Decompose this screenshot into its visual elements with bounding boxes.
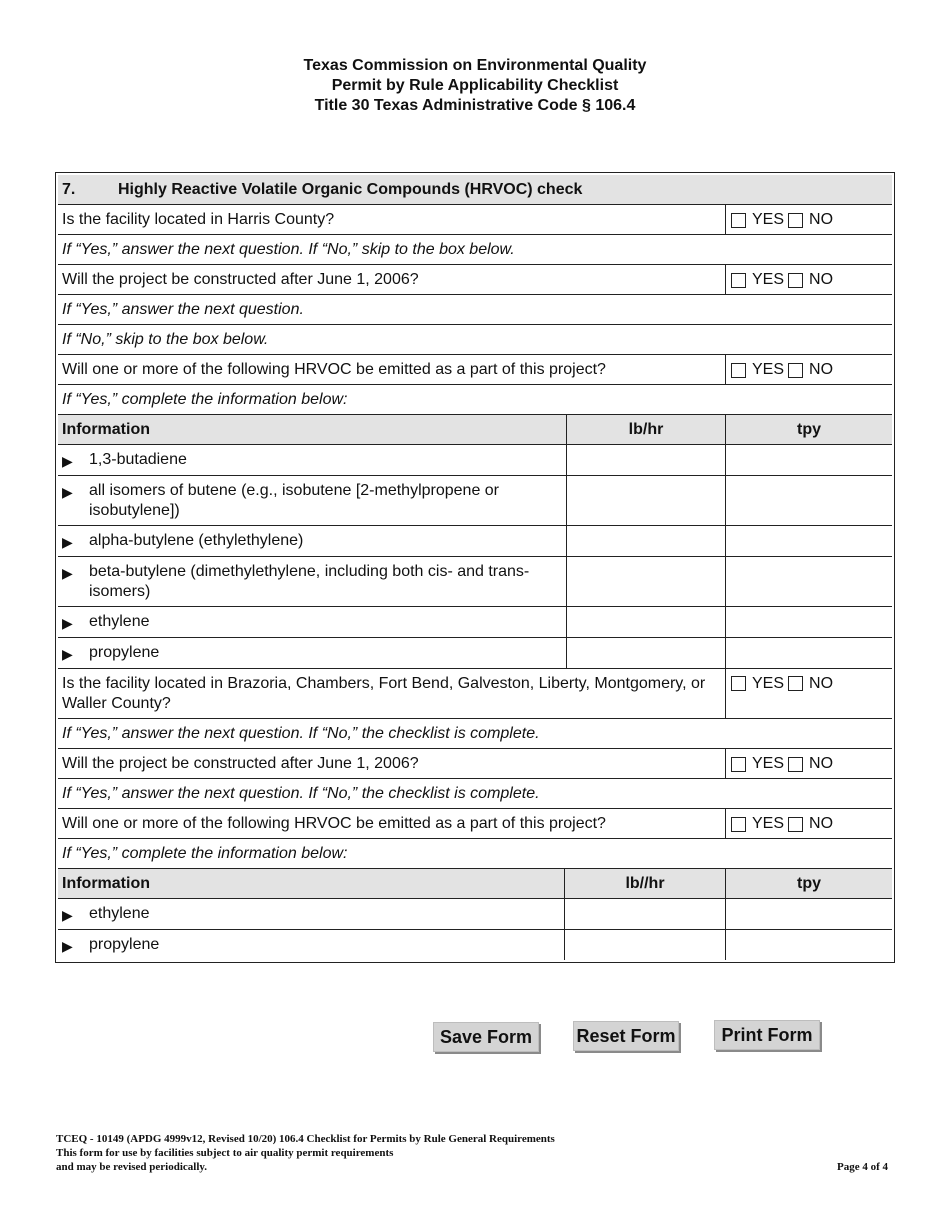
- yes-label: YES: [752, 815, 785, 832]
- yes-label: YES: [752, 271, 785, 288]
- lbhr-header: lb//hr: [564, 869, 725, 898]
- instruction-row: [58, 838, 892, 868]
- yes-label: YES: [752, 361, 785, 378]
- pollutant-row: [58, 525, 892, 556]
- question-row-construction: [58, 264, 892, 294]
- instruction-row: [58, 384, 892, 414]
- footer-revision-note: and may be revised periodically.: [56, 1161, 208, 1173]
- question-row-hrvoc-emitted: [58, 354, 892, 384]
- instruction-row: [58, 718, 892, 748]
- bullet-arrow-icon: ▶: [62, 615, 73, 631]
- info-header: Information: [62, 421, 150, 438]
- instruction-row: [58, 294, 892, 324]
- question-text: Will one or more of the following HRVOC be emitted as a part of this project?: [62, 361, 606, 378]
- question-text: Is the facility located in Harris County?: [62, 211, 335, 228]
- bullet-arrow-icon: ▶: [62, 484, 73, 500]
- yes-no-group: [725, 355, 892, 384]
- instruction-text: If “Yes,” complete the information below:: [62, 845, 348, 862]
- reset-form-button[interactable]: Reset Form: [573, 1021, 679, 1051]
- bullet-arrow-icon: ▶: [62, 646, 73, 662]
- tpy-input[interactable]: [725, 557, 892, 606]
- tpy-header: tpy: [725, 869, 892, 898]
- info-header-row: [58, 414, 892, 444]
- instruction-text: If “Yes,” answer the next question. If “No,” the checklist is complete.: [62, 725, 540, 742]
- pollutant-name: beta-butylene (dimethylethylene, including both cis- and trans-isomers): [89, 563, 530, 600]
- tpy-input[interactable]: [725, 638, 892, 668]
- tpy-header: tpy: [725, 415, 892, 444]
- instruction-text: If “Yes,” answer the next question.: [62, 301, 304, 318]
- question-row-other-counties: [58, 668, 892, 718]
- lbhr-input[interactable]: [566, 607, 725, 637]
- yes-label: YES: [752, 755, 785, 772]
- lbhr-header: lb/hr: [566, 415, 725, 444]
- lbhr-input[interactable]: [566, 526, 725, 556]
- no-label: NO: [809, 271, 834, 288]
- bullet-arrow-icon: ▶: [62, 907, 73, 923]
- question-row-construction-2: [58, 748, 892, 778]
- save-form-button[interactable]: Save Form: [433, 1022, 539, 1052]
- section-title: Highly Reactive Volatile Organic Compounds (HRVOC) check: [118, 181, 583, 198]
- bullet-arrow-icon: ▶: [62, 534, 73, 550]
- agency-title: Texas Commission on Environmental Quality: [303, 57, 647, 74]
- question-text: Is the facility located in Brazoria, Chambers, Fort Bend, Galveston, Liberty, Montgomery, or Waller County?: [62, 675, 706, 712]
- pollutant-name: 1,3-butadiene: [89, 451, 187, 468]
- lbhr-input[interactable]: [564, 930, 725, 960]
- instruction-row: [58, 324, 892, 354]
- tpy-input[interactable]: [725, 607, 892, 637]
- lbhr-input[interactable]: [566, 638, 725, 668]
- yes-no-group: [725, 669, 892, 718]
- instruction-text: If “No,” skip to the box below.: [62, 331, 269, 348]
- footer-form-id: TCEQ - 10149 (APDG 4999v12, Revised 10/20) 106.4 Checklist for Permits by Rule General Requirements: [56, 1133, 555, 1145]
- section-header-row: [58, 175, 892, 204]
- pollutant-name: all isomers of butene (e.g., isobutene [2-methylpropene or isobutylene]): [89, 482, 500, 519]
- tpy-input[interactable]: [725, 526, 892, 556]
- bullet-arrow-icon: ▶: [62, 453, 73, 469]
- no-label: NO: [809, 675, 834, 692]
- yes-checkbox[interactable]: [731, 363, 746, 378]
- pollutant-name: ethylene: [89, 613, 150, 630]
- pollutant-row: [58, 475, 892, 525]
- no-label: NO: [809, 755, 834, 772]
- no-checkbox[interactable]: [788, 213, 803, 228]
- tpy-input[interactable]: [725, 445, 892, 475]
- tpy-input[interactable]: [725, 930, 892, 960]
- yes-checkbox[interactable]: [731, 757, 746, 772]
- instruction-row: [58, 234, 892, 264]
- info-header-row-2: [58, 868, 892, 898]
- footer-info: [56, 1132, 555, 1174]
- lbhr-input[interactable]: [564, 899, 725, 929]
- footer-usage: This form for use by facilities subject to air quality permit requirements: [56, 1147, 394, 1159]
- no-checkbox[interactable]: [788, 273, 803, 288]
- pollutant-name: alpha-butylene (ethylethylene): [89, 532, 304, 549]
- no-label: NO: [809, 815, 834, 832]
- bullet-arrow-icon: ▶: [62, 565, 73, 581]
- no-checkbox[interactable]: [788, 817, 803, 832]
- no-label: NO: [809, 211, 834, 228]
- tpy-input[interactable]: [725, 899, 892, 929]
- no-checkbox[interactable]: [788, 363, 803, 378]
- question-row-harris: [58, 204, 892, 234]
- yes-checkbox[interactable]: [731, 273, 746, 288]
- instruction-text: If “Yes,” answer the next question. If “No,” skip to the box below.: [62, 241, 515, 258]
- pollutant-row: [58, 929, 892, 960]
- pollutant-name: propylene: [89, 644, 160, 661]
- print-form-button[interactable]: Print Form: [714, 1020, 820, 1050]
- pollutant-name: propylene: [89, 936, 160, 953]
- document-header: [0, 56, 950, 116]
- pollutant-row: [58, 444, 892, 475]
- instruction-text: If “Yes,” answer the next question. If “No,” the checklist is complete.: [62, 785, 540, 802]
- yes-checkbox[interactable]: [731, 817, 746, 832]
- yes-checkbox[interactable]: [731, 213, 746, 228]
- hrvoc-form-table: [55, 172, 895, 963]
- question-text: Will the project be constructed after June 1, 2006?: [62, 271, 419, 288]
- page-number: Page 4 of 4: [836, 1161, 888, 1173]
- yes-label: YES: [752, 675, 785, 692]
- yes-no-group: [725, 809, 892, 838]
- no-checkbox[interactable]: [788, 676, 803, 691]
- question-text: Will the project be constructed after June 1, 2006?: [62, 755, 419, 772]
- no-label: NO: [809, 361, 834, 378]
- question-text: Will one or more of the following HRVOC be emitted as a part of this project?: [62, 815, 606, 832]
- yes-checkbox[interactable]: [731, 676, 746, 691]
- lbhr-input[interactable]: [566, 557, 725, 606]
- pollutant-row: [58, 898, 892, 929]
- code-title: Title 30 Texas Administrative Code § 106.4: [314, 97, 636, 114]
- pollutant-row: [58, 606, 892, 637]
- form-title: Permit by Rule Applicability Checklist: [331, 77, 619, 94]
- pollutant-row: [58, 637, 892, 668]
- instruction-text: If “Yes,” complete the information below:: [62, 391, 348, 408]
- tpy-input[interactable]: [725, 476, 892, 525]
- question-row-hrvoc-emitted-2: [58, 808, 892, 838]
- lbhr-input[interactable]: [566, 476, 725, 525]
- instruction-row: [58, 778, 892, 808]
- bullet-arrow-icon: ▶: [62, 938, 73, 954]
- yes-no-group: [725, 265, 892, 294]
- yes-label: YES: [752, 211, 785, 228]
- yes-no-group: [725, 749, 892, 778]
- yes-no-group: [725, 205, 892, 234]
- no-checkbox[interactable]: [788, 757, 803, 772]
- section-number: 7.: [62, 181, 76, 198]
- lbhr-input[interactable]: [566, 445, 725, 475]
- pollutant-row: [58, 556, 892, 606]
- info-header: Information: [62, 875, 150, 892]
- pollutant-name: ethylene: [89, 905, 150, 922]
